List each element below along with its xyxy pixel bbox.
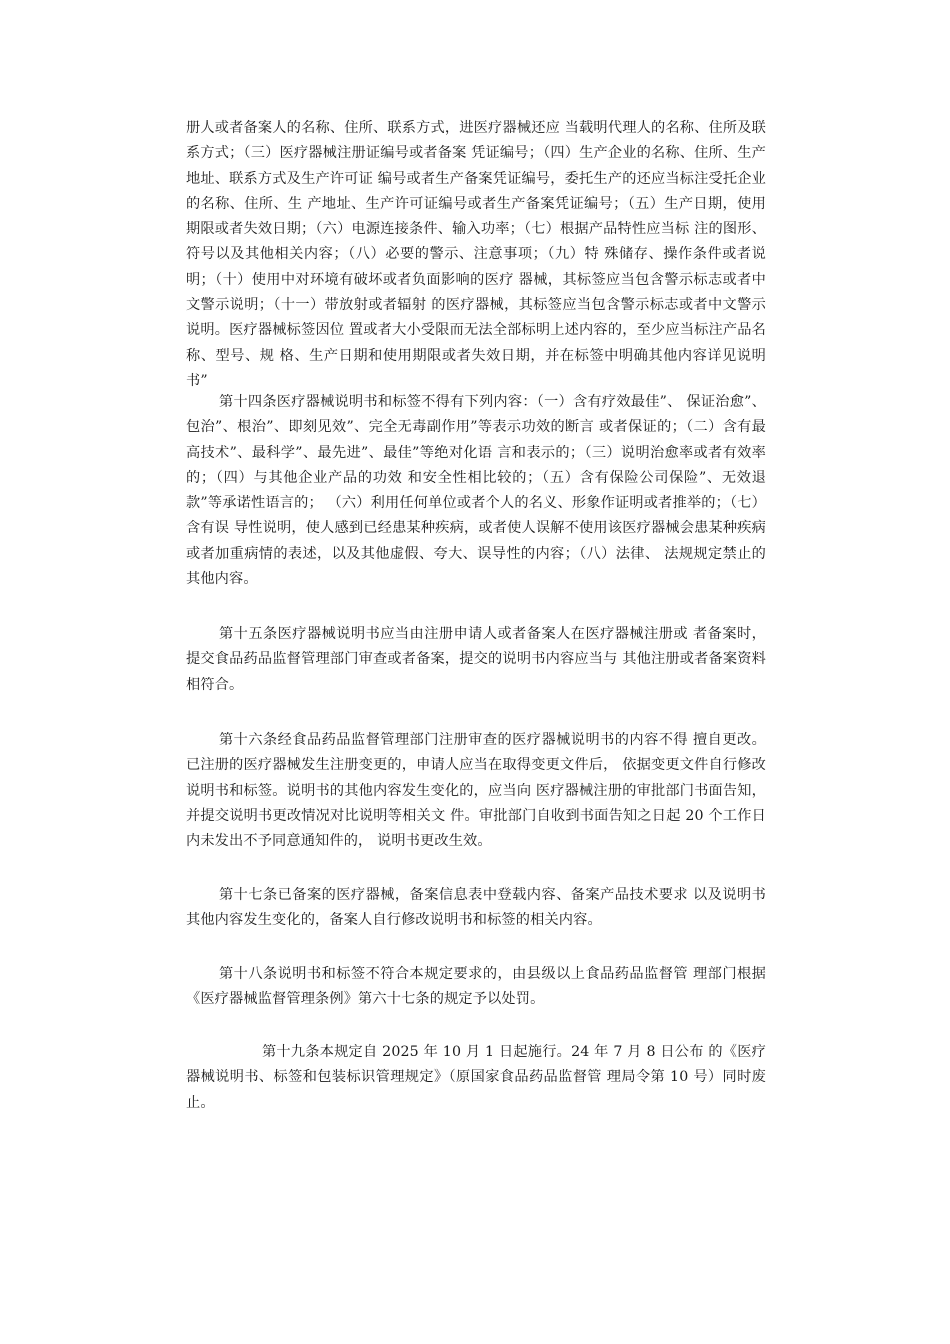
- paragraph-article-19: 第十九条本规定自 2025 年 10 月 1 日起施行。24 年 7 月 8 日公布 的《医疗器械说明书、标签和包装标识管理规定》（原国家食品药品监督管 理局令第 10 号）同时废止。: [186, 1044, 766, 1111]
- paragraph-article-14: 第十四条医疗器械说明书和标签不得有下列内容：（一）含有疗效最佳”、 保证治愈”、包治”、根治”、即刻见效”、完全无毒副作用”等表示功效的断言 或者保证的；（二）含有最高技术”、最科学”、最先进”、最佳”等绝对化语 言和表示的；（三）说明治愈率或者有效率的；（四）与其他企业产品的功效 和安全性相比较的；（五）含有保险公司保险”、无效退款”等承诺性语言的； （六）利用任何单位或者个人的名义、形象作证明或者推举的；（七）含有误 导性说明，使人感到已经患某种疾病，或者使人误解不使用该医疗器械会患某种疾病或者加重病情的表述，以及其他虚假、夸大、误导性的内容；（八）法律、 法规规定禁止的其他内容。: [186, 394, 766, 588]
- paragraph-article-13-continued: 册人或者备案人的名称、住所、联系方式，进医疗器械还应 当载明代理人的名称、住所及联系方式；（三）医疗器械注册证编号或者备案 凭证编号；（四）生产企业的名称、住所、生产地址、联系方式及生产许可证 编号或者生产备案凭证编号，委托生产的还应当标注受托企业的名称、住所、生 产地址、生产许可证编号或者生产备案凭证编号；（五）生产日期，使用期限或者失效日期；（六）电源连接条件、输入功率；（七）根据产品特性应当标 注的图形、符号以及其他相关内容；（八）必要的警示、注意事项；（九）特 殊储存、操作条件或者说明；（十）使用中对环境有破坏或者负面影响的医疗 器械，其标签应当包含警示标志或者中文警示说明；（十一）带放射或者辐射 的医疗器械，其标签应当包含警示标志或者中文警示说明。医疗器械标签因位 置或者大小受限而无法全部标明上述内容的，至少应当标注产品名称、型号、规 格、生产日期和使用期限或者失效日期，并在标签中明确其他内容详见说明书”: [186, 120, 766, 389]
- paragraph-article-18: 第十八条说明书和标签不符合本规定要求的，由县级以上食品药品监督管 理部门根据《医疗器械监督管理条例》第六十七条的规定予以处罚。: [186, 966, 766, 1008]
- paragraph-article-17: 第十七条已备案的医疗器械，备案信息表中登载内容、备案产品技术要求 以及说明书其他内容发生变化的，备案人自行修改说明书和标签的相关内容。: [186, 887, 766, 929]
- paragraph-article-15: 第十五条医疗器械说明书应当由注册申请人或者备案人在医疗器械注册或 者备案时，提交食品药品监督管理部门审查或者备案，提交的说明书内容应当与 其他注册或者备案资料相符合。: [186, 626, 766, 693]
- paragraph-article-16: 第十六条经食品药品监督管理部门注册审查的医疗器械说明书的内容不得 擅自更改。已注册的医疗器械发生注册变更的，申请人应当在取得变更文件后， 依据变更文件自行修改说明书和标签。说明书的其他内容发生变化的，应当向 医疗器械注册的审批部门书面告知，并提交说明书更改情况对比说明等相关文 件。审批部门自收到书面告知之日起 20 个工作日内未发出不予同意通知件的， 说明书更改生效。: [186, 732, 766, 850]
